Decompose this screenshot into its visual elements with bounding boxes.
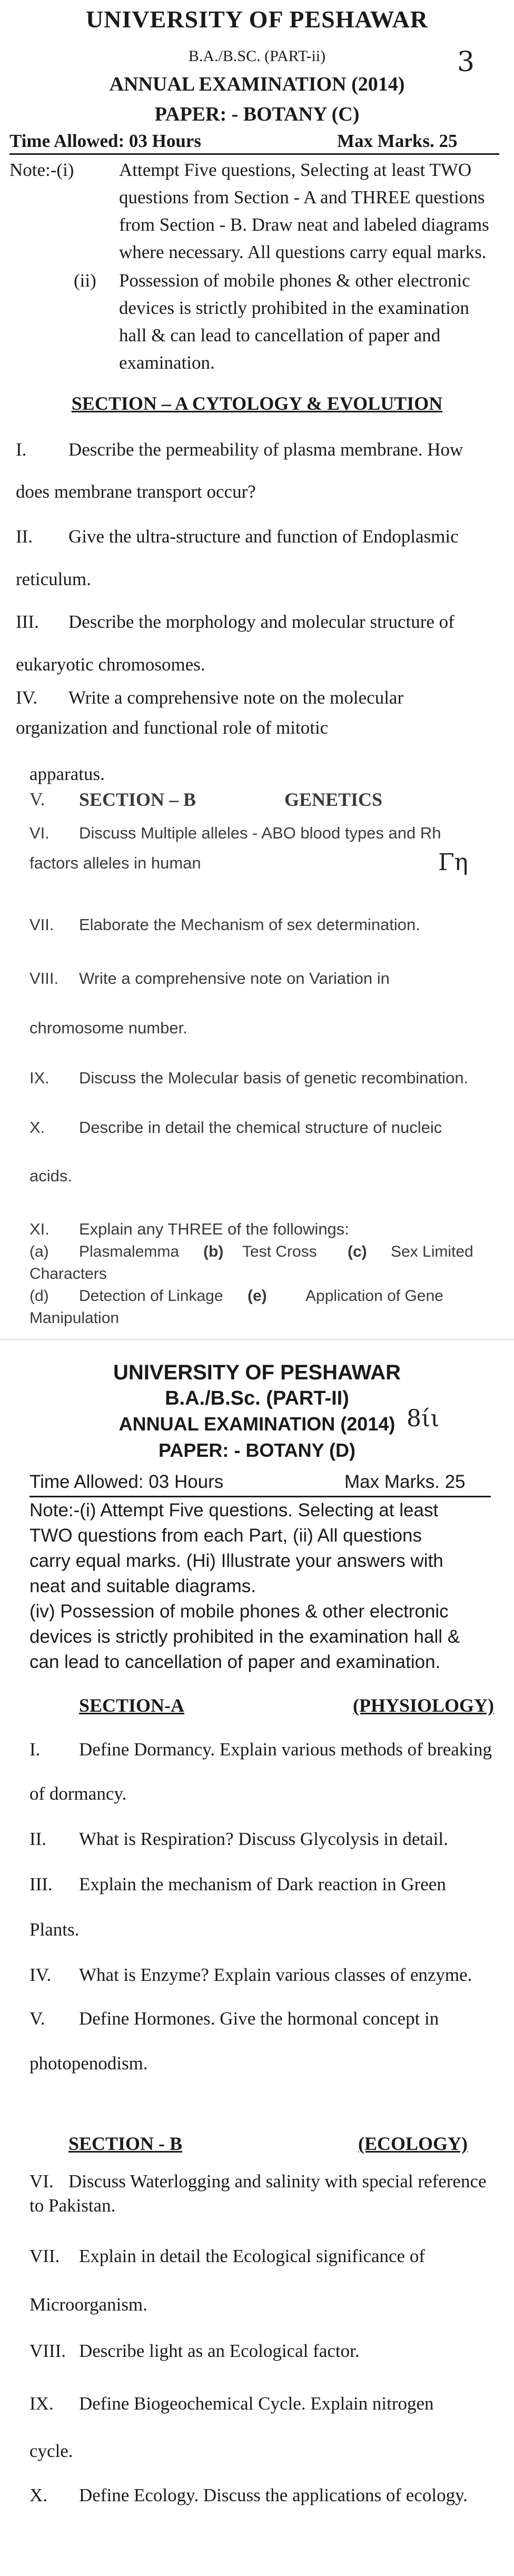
- note-line: questions from Section - A and THREE questions: [119, 187, 485, 208]
- note-line: carry equal marks. (Hi) Illustrate your answers with: [29, 1551, 443, 1571]
- note-line: (iv) Possession of mobile phones & other electronic: [29, 1601, 449, 1622]
- question-number: I.: [29, 1739, 41, 1760]
- exam-title: ANNUAL EXAMINATION (2014): [109, 73, 405, 95]
- question-number: V.: [29, 789, 45, 810]
- question-text: Define Hormones. Give the hormonal concept in: [79, 2008, 439, 2029]
- subpart-text: Plasmalemma: [79, 1243, 180, 1260]
- header-rule: [9, 153, 499, 155]
- time-allowed: Time Allowed: 03 Hours: [29, 1472, 224, 1492]
- question-text: Describe in detail the chemical structure of nucleic: [79, 1118, 442, 1137]
- question-number: IV.: [16, 687, 38, 708]
- note-line: neat and suitable diagrams.: [29, 1576, 256, 1596]
- question-number: IX.: [29, 1069, 50, 1087]
- section-b-heading: SECTION - B: [68, 2133, 183, 2154]
- question-text: acids.: [29, 1167, 72, 1185]
- note-line: where necessary. All questions carry equal marks.: [119, 242, 487, 262]
- question-number: X.: [29, 2485, 48, 2505]
- question-text: What is Respiration? Discuss Glycolysis in detail.: [79, 1829, 448, 1849]
- paper-title: PAPER: - BOTANY (C): [154, 103, 360, 125]
- question-text: to Pakistan.: [29, 2195, 116, 2216]
- subpart-label: (c): [348, 1243, 367, 1260]
- question-text: Write a comprehensive note on Variation in: [79, 969, 390, 988]
- question-text: Explain any THREE of the followings:: [79, 1220, 349, 1238]
- program-label: B.A./B.SC. (PART-ii): [188, 47, 326, 65]
- subpart-label: (d): [29, 1287, 49, 1305]
- subpart-text: Detection of Linkage: [79, 1287, 223, 1305]
- question-number: VII.: [29, 2246, 60, 2266]
- question-number: XI.: [29, 1220, 50, 1238]
- note-line: examination.: [119, 352, 215, 373]
- question-text: reticulum.: [16, 569, 91, 589]
- question-text: Explain in detail the Ecological significance of: [79, 2246, 425, 2266]
- question-text: eukaryotic chromosomes.: [16, 654, 205, 675]
- subpart-label: (a): [29, 1243, 49, 1260]
- question-text: Write a comprehensive note on the molecular: [68, 687, 404, 708]
- question-text: Describe light as an Ecological factor.: [79, 2341, 360, 2361]
- question-text: Discuss Waterlogging and salinity with special reference: [68, 2171, 487, 2192]
- question-text: Give the ultra-structure and function of Endoplasmic: [68, 526, 459, 547]
- question-text: Elaborate the Mechanism of sex determination.: [79, 915, 420, 934]
- note-line: Attempt Five questions, Selecting at least TWO: [119, 160, 472, 180]
- header-rule: [29, 1496, 491, 1497]
- question-number: X.: [29, 1118, 45, 1137]
- question-number: II.: [29, 1829, 47, 1849]
- note-label: Note:-(i): [9, 160, 74, 180]
- note-line: devices is strictly prohibited in the examination: [119, 298, 469, 318]
- subpart-text: Sex Limited: [391, 1243, 473, 1260]
- question-text: chromosome number.: [29, 1019, 187, 1037]
- question-text: cycle.: [29, 2441, 73, 2461]
- question-number: VII.: [29, 915, 54, 934]
- question-text: Define Biogeochemical Cycle. Explain nitrogen: [79, 2393, 434, 2414]
- section-b-title: GENETICS: [284, 789, 383, 810]
- question-text: Microorganism.: [29, 2294, 147, 2315]
- section-b-title: (ECOLOGY): [358, 2133, 468, 2154]
- question-number: III.: [16, 611, 39, 632]
- question-text: Describe the permeability of plasma membrane. How: [68, 439, 463, 460]
- note-line: devices is strictly prohibited in the examination hall &: [29, 1626, 460, 1647]
- exam-title: ANNUAL EXAMINATION (2014): [118, 1413, 396, 1435]
- paper-title: PAPER: - BOTANY (D): [159, 1439, 355, 1461]
- section-a-title: (PHYSIOLOGY): [353, 1695, 495, 1716]
- note-line: from Section - B. Draw neat and labeled diagrams: [119, 214, 489, 235]
- question-number: IV.: [29, 1965, 52, 1985]
- question-text: photopenodism.: [29, 2053, 148, 2074]
- section-b-heading: SECTION – B: [79, 789, 196, 810]
- question-text: What is Enzyme? Explain various classes of enzyme.: [79, 1965, 472, 1985]
- handwritten-mark: 3: [457, 46, 475, 78]
- question-text: factors alleles in human: [29, 854, 201, 872]
- note-line: Note:-(i) Attempt Five questions. Selecting at least: [29, 1500, 439, 1521]
- note-label: (ii): [74, 270, 96, 291]
- question-number: VIII.: [29, 2341, 66, 2361]
- question-text: apparatus.: [29, 764, 105, 784]
- question-text: Explain the mechanism of Dark reaction in Green: [79, 1874, 446, 1894]
- subpart-text: Characters: [29, 1265, 107, 1282]
- question-number: VIII.: [29, 969, 59, 988]
- question-text: Define Ecology. Discuss the applications of ecology.: [79, 2485, 468, 2505]
- time-allowed: Time Allowed: 03 Hours: [9, 131, 201, 151]
- note-line: TWO questions from each Part, (ii) All questions: [29, 1525, 422, 1546]
- subpart-label: (e): [248, 1287, 267, 1305]
- handwritten-mark: 8ίι: [407, 1405, 440, 1432]
- section-a-heading: SECTION-A: [79, 1695, 185, 1716]
- handwritten-mark: Γη: [438, 849, 468, 876]
- question-number: V.: [29, 2008, 45, 2029]
- question-text: Describe the morphology and molecular structure of: [68, 611, 454, 632]
- page-divider: [0, 1339, 514, 1340]
- max-marks: Max Marks. 25: [344, 1472, 466, 1492]
- question-text: Discuss the Molecular basis of genetic recombination.: [79, 1069, 469, 1087]
- question-text: of dormancy.: [29, 1783, 127, 1804]
- university-title: UNIVERSITY OF PESHAWAR: [113, 1361, 401, 1384]
- question-number: IX.: [29, 2393, 54, 2414]
- question-number: II.: [16, 526, 33, 547]
- note-line: Possession of mobile phones & other electronic: [119, 270, 470, 291]
- subpart-text: Manipulation: [29, 1309, 120, 1327]
- question-number: VI.: [29, 2171, 54, 2192]
- program-label: B.A./B.Sc. (PART-II): [165, 1387, 349, 1409]
- question-text: Define Dormancy. Explain various methods of breaking: [79, 1739, 492, 1760]
- subpart-label: (b): [203, 1243, 224, 1260]
- subpart-text: Test Cross: [242, 1243, 317, 1260]
- max-marks: Max Marks. 25: [337, 131, 458, 151]
- note-line: can lead to cancellation of paper and examination.: [29, 1652, 441, 1672]
- question-number: VI.: [29, 824, 50, 842]
- question-text: organization and functional role of mitotic: [16, 717, 329, 738]
- section-a-heading: SECTION – A CYTOLOGY & EVOLUTION: [71, 393, 443, 414]
- university-title: UNIVERSITY OF PESHAWAR: [86, 6, 428, 33]
- question-text: Plants.: [29, 1919, 80, 1940]
- question-text: Discuss Multiple alleles - ABO blood types and Rh: [79, 824, 441, 842]
- note-line: hall & can lead to cancellation of paper and: [119, 325, 441, 346]
- question-number: I.: [16, 439, 27, 460]
- question-text: does membrane transport occur?: [16, 481, 256, 502]
- question-number: III.: [29, 1874, 53, 1894]
- subpart-text: Application of Gene: [305, 1287, 443, 1305]
